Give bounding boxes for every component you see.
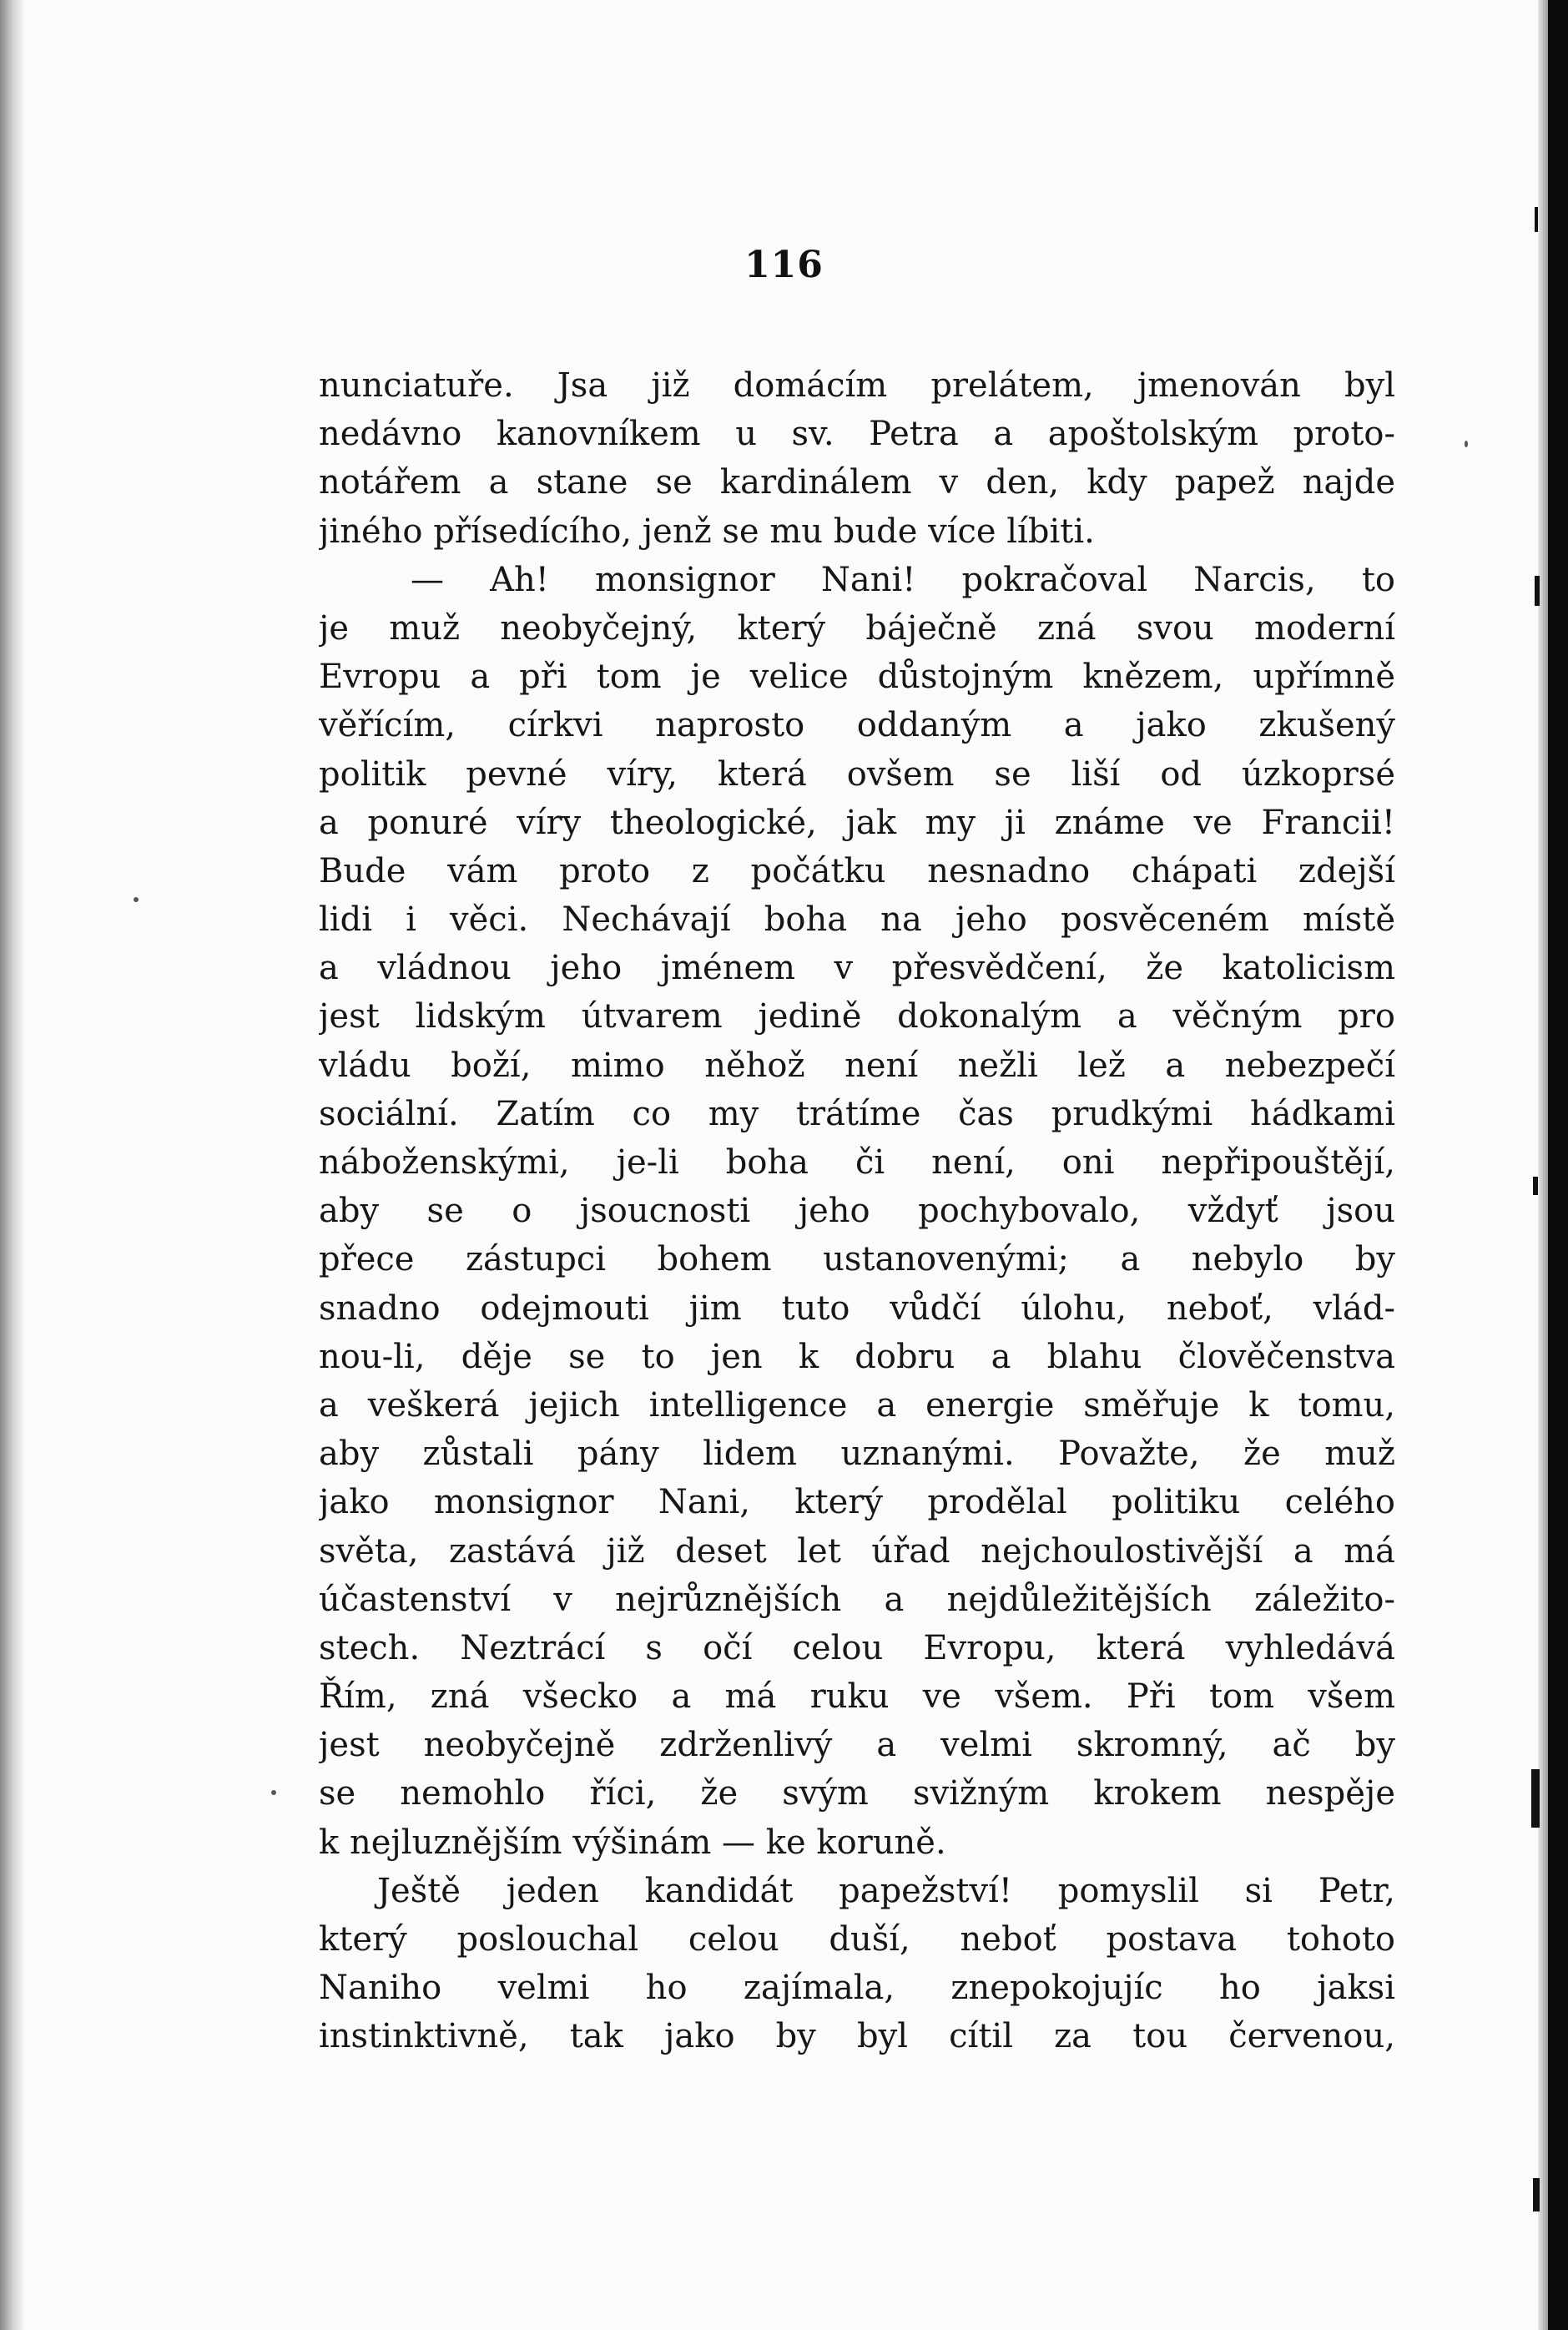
text-line: Ještě jeden kandidát papežství! pomyslil si Petr, — [377, 1871, 1395, 1910]
text-line: Řím, zná všecko a má ruku ve všem. Při tom všem — [319, 1677, 1395, 1717]
text-line: je muž neobyčejný, který báječně zná svou moderní — [319, 608, 1395, 648]
text-line: účastenství v nejrůznějších a nejdůležitějších záležito- — [319, 1580, 1395, 1619]
text-line: sociální. Zatím co my trátíme čas prudkými hádkami — [319, 1094, 1395, 1133]
body-text — [319, 361, 1395, 2061]
scan-left-edge — [0, 0, 23, 2330]
text-line: světa, zastává již deset let úřad nejchoulostivější a má — [319, 1531, 1395, 1571]
text-line: a veškerá jejich intelligence a energie směřuje k tomu, — [319, 1385, 1395, 1425]
text-line: notářem a stane se kardinálem v den, kdy papež najde — [319, 463, 1395, 502]
text-line: jako monsignor Nani, který prodělal politiku celého — [319, 1483, 1395, 1522]
text-line: k nejluznějším výšinám — ke koruně. — [319, 1823, 946, 1862]
scan-mark — [1533, 2178, 1540, 2211]
text-line: a vládnou jeho jménem v přesvědčení, že katolicism — [319, 949, 1395, 988]
scan-mark — [1533, 1177, 1538, 1195]
text-line: snadno odejmouti jim tuto vůdčí úlohu, neboť, vlád- — [319, 1289, 1395, 1328]
scan-speck — [271, 1790, 276, 1795]
text-line: nedávno kanovníkem u sv. Petra a apoštolským proto- — [319, 415, 1395, 454]
scan-speck — [134, 897, 139, 902]
text-line: politik pevné víry, která ovšem se liší od úzkoprsé — [319, 754, 1395, 794]
text-line: instinktivně, tak jako by byl cítil za tou červenou, — [319, 2017, 1395, 2056]
text-line: aby zůstali pány lidem uznanými. Považte, že muž — [319, 1435, 1395, 1474]
text-line: náboženskými, je-li boha či není, oni nepřipouštějí, — [319, 1143, 1395, 1182]
page-number: 116 — [744, 244, 824, 286]
scan-mark — [1535, 207, 1538, 232]
text-line: nou-li, děje se to jen k dobru a blahu člověčenstva — [319, 1337, 1395, 1376]
text-line: stech. Neztrácí s očí celou Evropu, která vyhledává — [319, 1628, 1395, 1667]
text-line: se nemohlo říci, že svým svižným krokem nespěje — [319, 1774, 1395, 1813]
text-line: jest neobyčejně zdrženlivý a velmi skromný, ač by — [319, 1726, 1395, 1765]
text-line: jest lidským útvarem jedině dokonalým a věčným pro — [319, 997, 1395, 1036]
scan-right-edge — [1548, 0, 1568, 2330]
text-line: a ponuré víry theologické, jak my ji známe ve Francii! — [319, 803, 1395, 842]
scan-right-shadow — [1538, 0, 1548, 2330]
text-line: Evropu a při tom je velice důstojným knězem, upřímně — [319, 658, 1395, 697]
scan-speck — [1465, 441, 1468, 447]
text-line: nunciatuře. Jsa již domácím prelátem, jmenován byl — [319, 366, 1395, 405]
text-line: lidi i věci. Nechávají boha na jeho posvěceném místě — [319, 900, 1395, 940]
text-line: Bude vám proto z počátku nesnadno chápati zdejší — [319, 851, 1395, 890]
text-line: který poslouchal celou duší, neboť postava tohoto — [319, 1920, 1395, 1959]
text-line: aby se o jsoucnosti jeho pochybovalo, vždyť jsou — [319, 1192, 1395, 1231]
text-line: vládu boží, mimo něhož není nežli lež a nebezpečí — [319, 1046, 1395, 1085]
text-line: Naniho velmi ho zajímala, znepokojujíc ho jaksi — [319, 1969, 1395, 2008]
text-line: — Ah! monsignor Nani! pokračoval Narcis, to — [411, 560, 1395, 599]
scan-mark — [1531, 1769, 1540, 1828]
text-line: věřícím, církvi naprosto oddaným a jako zkušený — [319, 706, 1395, 745]
text-line: přece zástupci bohem ustanovenými; a nebylo by — [319, 1240, 1395, 1279]
text-line: jiného přísedícího, jenž se mu bude více líbiti. — [319, 512, 1095, 551]
scan-mark — [1535, 576, 1540, 606]
